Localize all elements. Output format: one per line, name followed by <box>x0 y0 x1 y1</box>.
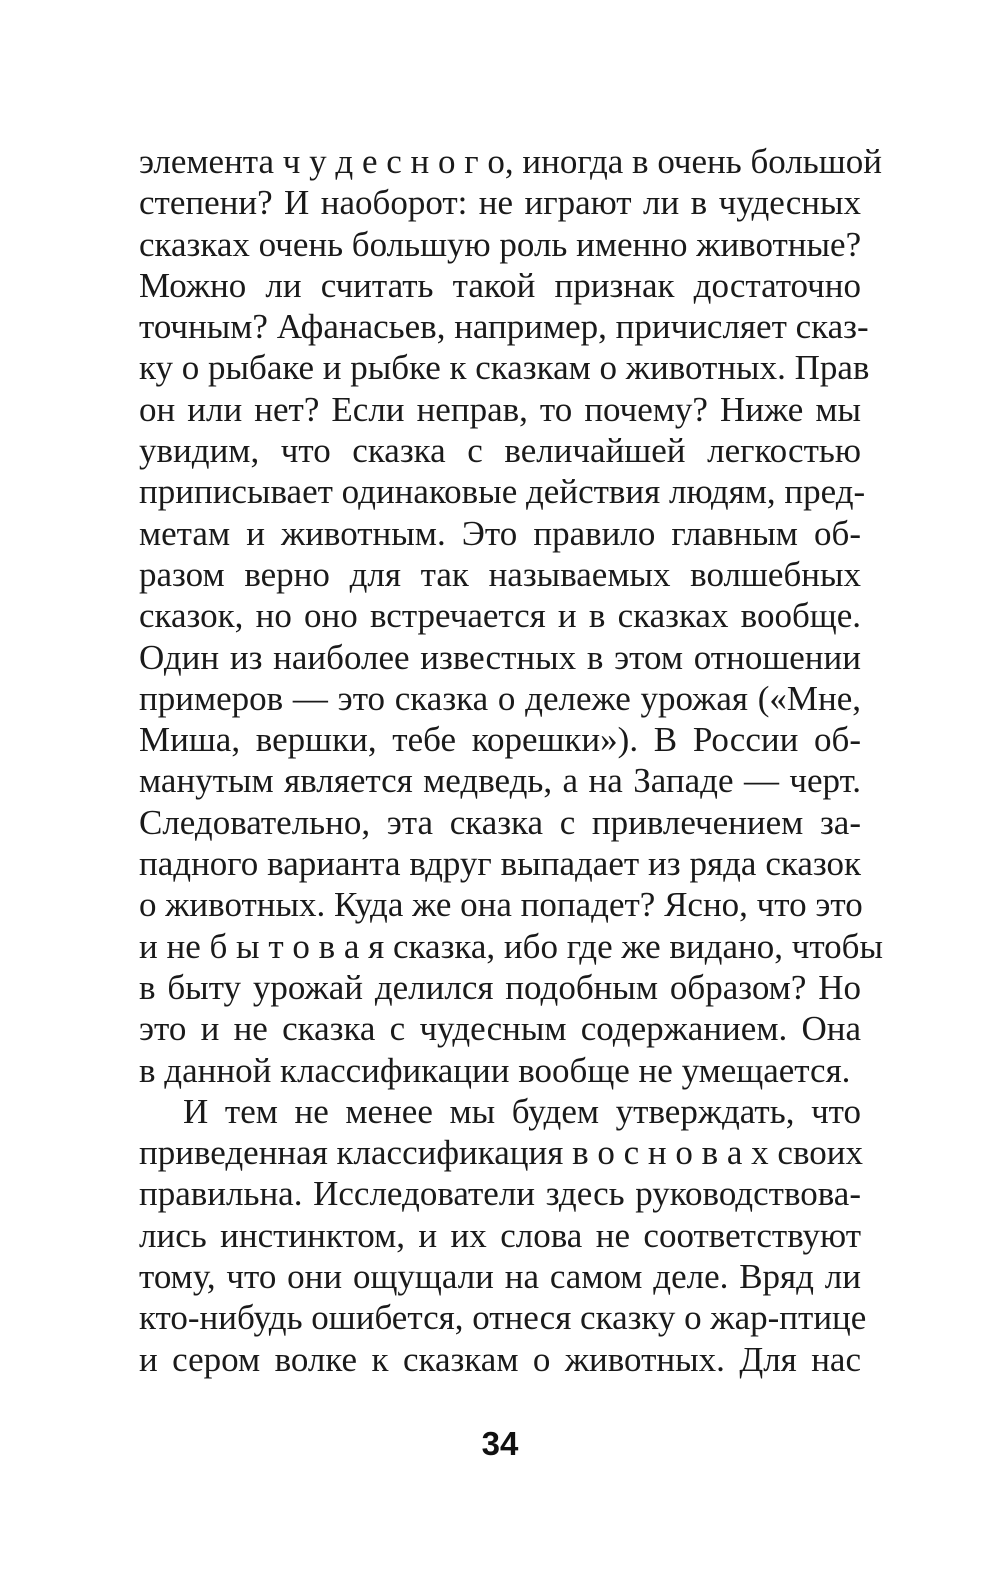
text-line: Следовательно, эта сказка с привлечением за- <box>139 802 861 842</box>
text-line: в быту урожай делился подобным образом? Но <box>139 967 861 1007</box>
text-line: и сером волке к сказкам о животных. Для нас <box>139 1339 861 1379</box>
text-line: элемента ч у д е с н о г о, иногда в очень большой <box>139 142 882 181</box>
text-line: примеров — это сказка о дележе урожая («Мне, <box>139 678 861 718</box>
text-line: приведенная классификация в о с н о в а х своих <box>139 1133 863 1173</box>
text-line: приписывает одинаковые действия людям, пред- <box>139 472 866 512</box>
text-line: разом верно для так называемых волшебных <box>139 554 861 594</box>
text-line: сказок, но оно встречается и в сказках вообще. <box>139 596 861 636</box>
paragraph-last-line: в данной классификации вообще не умещается. <box>139 1050 851 1090</box>
text-line: сказках очень большую роль именно животные? <box>139 224 862 264</box>
text-line: манутым является медведь, а на Западе — черт. <box>139 761 861 801</box>
text-line: лись инстинктом, и их слова не соответствуют <box>139 1215 861 1255</box>
text-line: Можно ли считать такой признак достаточно <box>139 265 861 305</box>
text-line: точным? Афанасьев, например, причисляет сказ- <box>139 307 869 347</box>
text-line: падного варианта вдруг выпадает из ряда сказок <box>139 844 861 884</box>
text-line: кто-нибудь ошибется, отнеся сказку о жар-птице <box>139 1298 867 1338</box>
text-line: это и не сказка с чудесным содержанием. Она <box>139 1009 861 1049</box>
text-line: он или нет? Если неправ, то почему? Ниже мы <box>139 389 861 429</box>
text-line: о животных. Куда же она попадет? Ясно, что это <box>139 885 863 925</box>
paragraph-first-line: И тем не менее мы будем утверждать, что <box>183 1091 861 1131</box>
text-line: и не б ы т о в а я сказка, ибо где же видано, чтобы <box>139 926 883 966</box>
text-line: ку о рыбаке и рыбке к сказкам о животных. Прав <box>139 348 870 388</box>
text-line: Один из наиболее известных в этом отношении <box>139 637 861 677</box>
text-line: степени? И наоборот: не играют ли в чудесных <box>139 183 861 223</box>
text-line: Миша, вершки, тебе корешки»). В России об- <box>139 720 861 760</box>
text-line: метам и животным. Это правило главным об- <box>139 513 861 553</box>
page-number: 34 <box>481 1425 519 1462</box>
body-text <box>139 141 883 1380</box>
text-line: правильна. Исследователи здесь руководствова- <box>139 1174 861 1214</box>
text-line: тому, что они ощущали на самом деле. Вряд ли <box>139 1257 861 1297</box>
text-line: увидим, что сказка с величайшей легкостью <box>139 431 861 471</box>
